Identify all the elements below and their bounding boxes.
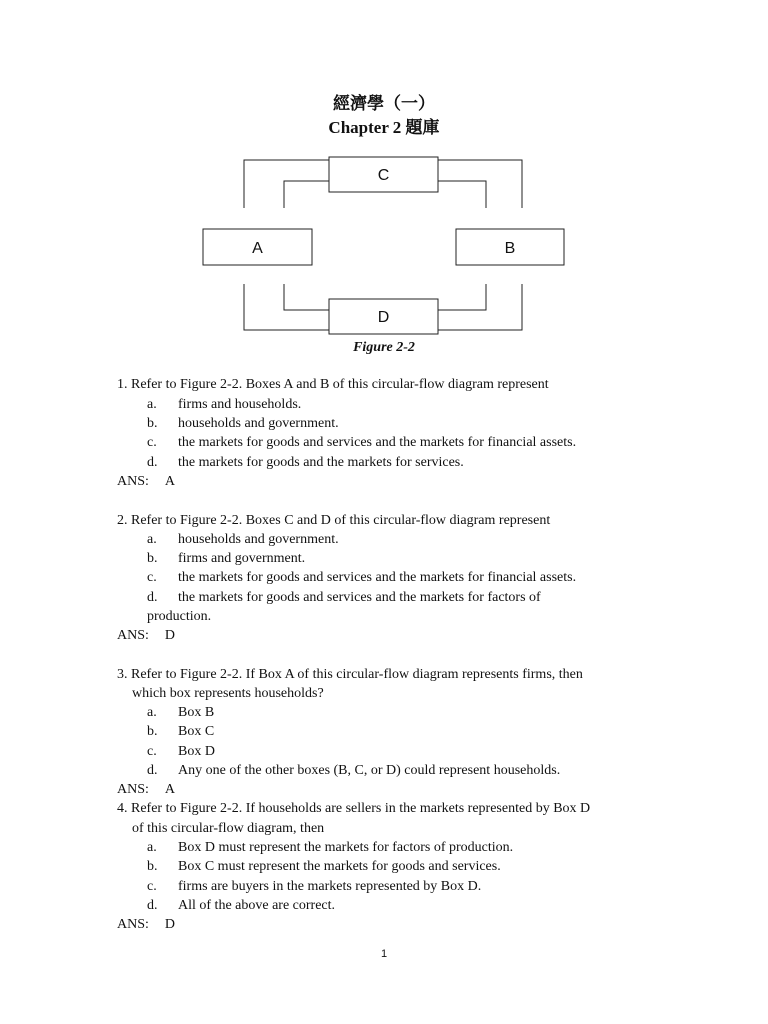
flow-line-inner-bottom-right <box>438 284 486 310</box>
question-4-stem-cont: of this circular-flow diagram, then <box>132 821 325 836</box>
page-number: 1 <box>380 948 388 960</box>
box-c-label: C <box>377 167 390 184</box>
box-d-label: D <box>377 309 390 326</box>
question-2-answer: ANS: D <box>117 628 176 643</box>
question-3-answer: ANS: A <box>117 782 176 797</box>
question-3-stem-cont: which box represents households? <box>132 686 324 701</box>
flow-line-outer-bottom-left <box>244 284 329 330</box>
question-2-stem: 2. Refer to Figure 2-2. Boxes C and D of this circular-flow diagram represent <box>117 513 551 528</box>
question-1-stem: 1. Refer to Figure 2-2. Boxes A and B of this circular-flow diagram represent <box>117 377 549 392</box>
figure-caption: Figure 2-2 <box>353 340 415 355</box>
question-3-stem: 3. Refer to Figure 2-2. If Box A of this circular-flow diagram represents firms, then <box>117 667 583 682</box>
circular-flow-diagram <box>0 0 768 340</box>
question-2-option-d-wrap: production. <box>147 609 212 624</box>
question-4-stem: 4. Refer to Figure 2-2. If households are sellers in the markets represented by Box D <box>117 801 591 816</box>
chapter-heading: Chapter 2 題庫 <box>328 118 440 137</box>
question-4-answer: ANS: D <box>117 917 176 932</box>
box-b-label: B <box>504 240 516 257</box>
flow-line-inner-top-right <box>438 181 486 208</box>
box-a-label: A <box>252 240 263 257</box>
flow-line-inner-bottom-left <box>284 284 329 310</box>
question-1-answer: ANS: A <box>117 474 176 489</box>
document-title: 經濟學（一） <box>333 94 435 113</box>
flow-line-inner-top-left <box>284 181 329 208</box>
flow-line-outer-top-left <box>244 160 329 208</box>
flow-line-outer-top-right <box>438 160 522 208</box>
flow-line-outer-bottom-right <box>438 284 522 330</box>
